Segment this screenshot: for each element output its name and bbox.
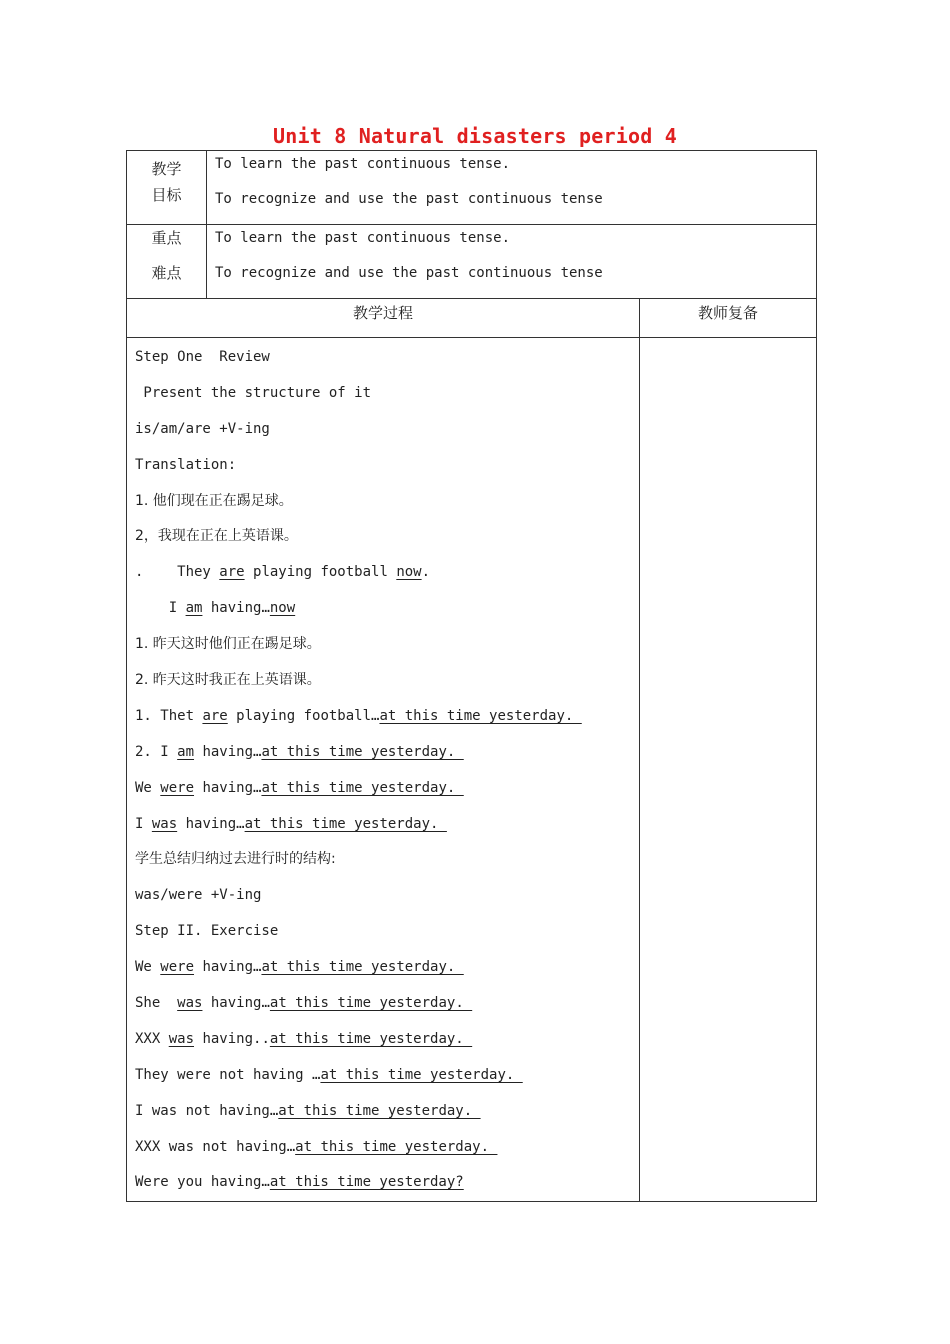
process-line: Step II. Exercise [135,923,279,940]
process-line: is/am/are +V-ing [135,420,270,437]
process-line: Step One Review [135,349,270,365]
process-row [127,338,817,1202]
key-point-line: To recognize and use the past continuous tense [215,265,603,281]
process-line: . They are playing football now. [135,564,431,581]
process-line: 1. Thet are playing football…at this time yesterday. [135,707,582,724]
key-points-label: 重点 难点 [127,225,207,299]
process-line: 学生总结归纳过去进行时的结构: [135,851,336,868]
key-points-content [207,225,817,299]
process-line: 2，我现在正在上英语课。 [135,528,298,545]
process-line: We were having…at this time yesterday. [135,779,464,796]
process-line: She was having…at this time yesterday. [135,995,473,1012]
process-line: We were having…at this time yesterday. [135,959,464,976]
objective-line: To recognize and use the past continuous tense [215,191,603,207]
key-point-line: To learn the past continuous tense. [215,230,511,246]
process-line: Present the structure of it [135,384,372,401]
process-line: 1. 他们现在正在踢足球。 [135,492,293,509]
process-line: was/were +V-ing [135,887,262,904]
objectives-label: 教学 目标 [127,151,207,225]
process-line: I am having…now [135,600,296,617]
teacher-notes-header: 教师复备 [640,299,817,338]
process-line: 2. I am having…at this time yesterday. [135,743,464,760]
process-line: Translation: [135,456,237,473]
objective-line: To learn the past continuous tense. [215,156,511,172]
process-line: XXX was having..at this time yesterday. [135,1030,473,1047]
process-content [127,338,640,1202]
process-line: I was not having…at this time yesterday. [135,1102,481,1119]
process-line: 2. 昨天这时我正在上英语课。 [135,672,321,689]
process-line: XXX was not having…at this time yesterday. [135,1138,498,1155]
process-line: Were you having…at this time yesterday? [135,1174,464,1191]
process-line: They were not having …at this time yesterday. [135,1066,523,1083]
teacher-notes-content [640,338,817,1202]
objectives-row [127,151,817,225]
lesson-plan-table [126,150,817,1202]
process-line: I was having…at this time yesterday. [135,815,447,832]
process-line: 1. 昨天这时他们正在踢足球。 [135,636,321,653]
key-points-row [127,225,817,299]
process-header: 教学过程 [127,299,640,338]
page-title: Unit 8 Natural disasters period 4 [273,124,677,148]
section-header-row [127,299,817,338]
objectives-content [207,151,817,225]
